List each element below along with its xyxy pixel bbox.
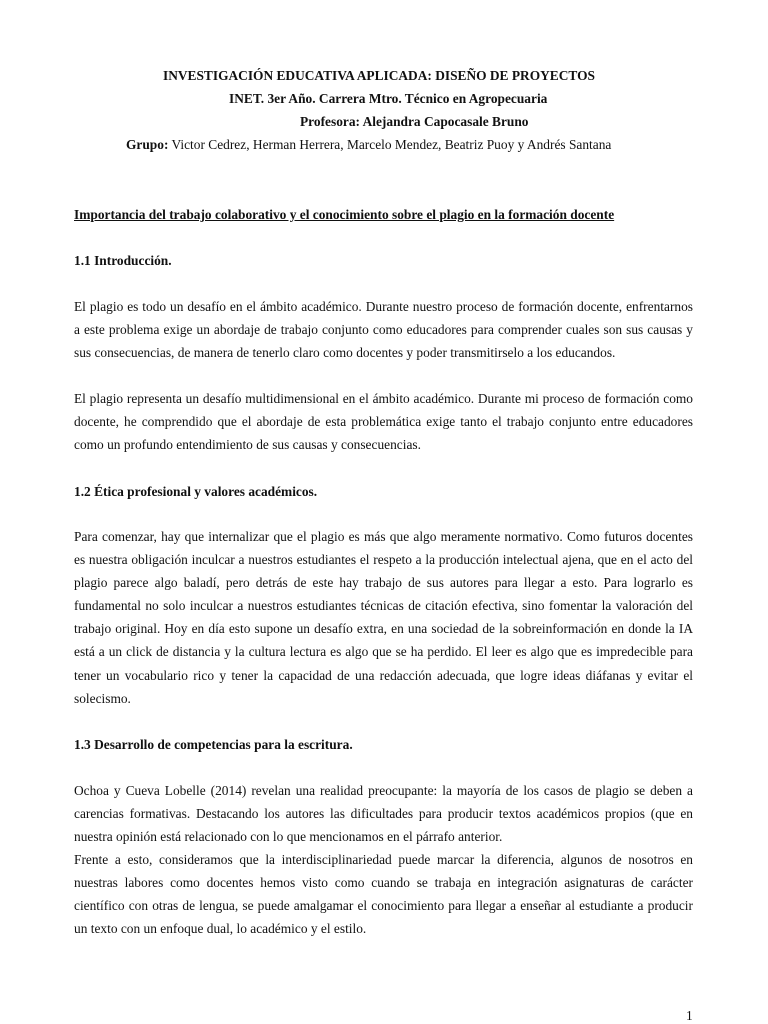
course-title: INVESTIGACIÓN EDUCATIVA APLICADA: DISEÑO DE PROYECTOS <box>163 68 595 83</box>
section-heading-ethics: 1.2 Ética profesional y valores académicos. <box>74 484 318 499</box>
group-members: Victor Cedrez, Herman Herrera, Marcelo Mendez, Beatriz Puoy y Andrés Santana <box>171 137 612 152</box>
institute-line: INET. 3er Año. Carrera Mtro. Técnico en Agropecuaria <box>229 91 548 106</box>
section-heading-intro: 1.1 Introducción. <box>74 253 172 268</box>
group-line <box>126 137 611 153</box>
page-number: 1 <box>686 1008 693 1023</box>
paragraph: Para comenzar, hay que internalizar que el plagio es más que algo meramente normativo. Como futuros docentes es nuestra obligación inculcar a nuestros estudiantes el respeto a la producción intelectual ajena, que en el acto del plagio parece algo baladí, pero detrás de este hay trabajo de sus autores para llegar a esto. Para lograrlo es fundamental no solo inculcar a nuestros estudiantes técnicas de citación efectiva, sino fomentar la valoración del trabajo original. Hoy en día esto supone un desafío extra, en una sociedad de la sobreinformación en donde la IA está a un click de distancia y la cultura lectura es algo que se ha perdido. El leer es algo que es impredecible para tener un vocabulario rico y tener la capacidad de una redacción adecuada, que logre ideas diáfanas y evitar el solecismo. <box>74 529 693 706</box>
paragraph: Frente a esto, consideramos que la interdisciplinariedad puede marcar la diferencia, algunos de nosotros en nuestras labores como docentes hemos visto como cuando se trabaja en integración asignaturas de carácter científico con otras de lengua, se puede amalgamar el conocimiento para llegar a enseñar al estudiante a producir un texto con un enfoque dual, lo académico y el estilo. <box>74 852 693 937</box>
section-heading-writing: 1.3 Desarrollo de competencias para la escritura. <box>74 737 353 752</box>
document-title: Importancia del trabajo colaborativo y el conocimiento sobre el plagio en la formación docente <box>74 207 615 222</box>
professor-line: Profesora: Alejandra Capocasale Bruno <box>300 114 529 129</box>
paragraph: El plagio es todo un desafío en el ámbito académico. Durante nuestro proceso de formación docente, enfrentarnos a este problema exige un abordaje de trabajo conjunto como educadores para comprender cuales son sus causas y sus consecuencias, de manera de tenerlo claro como docentes y poder transmitirselo a los educandos. <box>74 299 693 361</box>
paragraph: El plagio representa un desafío multidimensional en el ámbito académico. Durante mi proceso de formación como docente, he comprendido que el abordaje de esta problemática exige tanto el trabajo conjunto entre educadores como un profundo entendimiento de sus causas y consecuencias. <box>74 391 693 453</box>
group-label: Grupo: <box>126 137 169 152</box>
paragraph: Ochoa y Cueva Lobelle (2014) revelan una realidad preocupante: la mayoría de los casos de plagio se deben a carencias formativas. Destacando los autores las dificultades para producir textos académicos propios (que en nuestra opinión está relacionado con lo que mencionamos en el párrafo anterior. <box>74 783 693 845</box>
